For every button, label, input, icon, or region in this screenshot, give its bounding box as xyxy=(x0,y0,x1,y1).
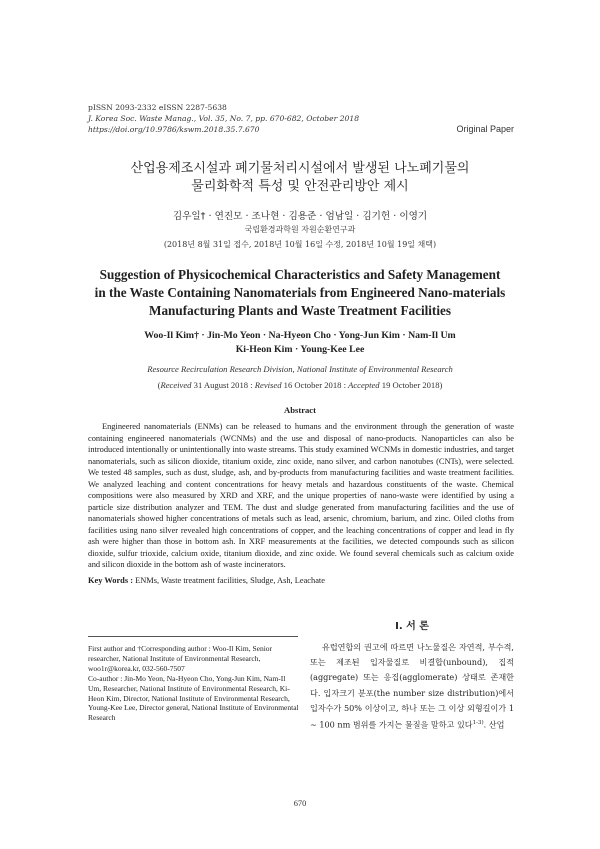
received-date: 31 August 2018 xyxy=(193,380,249,390)
reference-marker[interactable]: 1-3) xyxy=(472,720,484,727)
page-number: 670 xyxy=(293,799,307,808)
english-affiliation: Resource Recirculation Research Division, National Institute of Environmental Research xyxy=(147,364,453,374)
journal-citation: J. Korea Soc. Waste Manag., Vol. 35, No. 7, pp. 670-682, October 2018 xyxy=(88,114,360,123)
introduction-body: 유럽연합의 권고에 따르면 나노물질은 자연적, 부수적, 또는 제조된 입자물질로 비결합(unbound), 집적(aggregate) 또는 응집(agglomerate) 상태로 존재한다. 입자크기 분포(the number size distribution)에서 입자수가 50% 이상이고, 하나 또는 그 이상 외형길이가 1 ~ 100 nm 범위를 가지는 물질을 말하고 있다 xyxy=(310,642,514,730)
doi-link[interactable]: https://doi.org/10.9786/kswm.2018.35.7.670 xyxy=(88,125,260,134)
english-title xyxy=(60,266,540,320)
article-type: Original Paper xyxy=(456,124,514,134)
accepted-date: 19 October 2018 xyxy=(381,380,440,390)
korean-authors: 김우일† · 연진모 · 조나현 · 김용준 · 엄남일 · 김기헌 · 이영기 xyxy=(172,211,428,222)
english-title-line: Manufacturing Plants and Waste Treatment Facilities xyxy=(149,303,451,318)
english-authors xyxy=(60,329,540,357)
footnote-divider xyxy=(88,636,298,637)
korean-title xyxy=(0,160,600,196)
keywords-list: ENMs, Waste treatment facilities, Sludge, Ash, Leachate xyxy=(135,576,325,585)
corresponding-author-note: First author and †Corresponding author : Woo-Il Kim, Senior researcher, National Institute of Environmental Research, woo1r@korea.kr, 032-560-7507 xyxy=(88,644,273,673)
korean-dates: (2018년 8월 31일 접수, 2018년 10월 16일 수정, 2018년 10월 19일 채택) xyxy=(163,240,437,249)
english-authors-line: Woo-Il Kim† · Jin-Mo Yeon · Na-Hyeon Cho · Yong-Jun Kim · Nam-Il Um xyxy=(144,330,456,341)
section-heading: I. 서 론 xyxy=(395,621,429,632)
english-title-line: in the Waste Containing Nanomaterials from Engineered Nano-materials xyxy=(94,285,506,300)
revised-date: 16 October 2018 xyxy=(283,380,342,390)
abstract-heading: Abstract xyxy=(284,405,316,415)
issn: pISSN 2093-2332 eISSN 2287-5638 xyxy=(88,103,227,112)
keywords xyxy=(88,576,325,585)
coauthor-note: Co-author : Jin-Mo Yeon, Na-Hyeon Cho, Yong-Jun Kim, Nam-Il Um, Researcher, National Institute of Environmental Research, Ki-Heon Kim, Director, National Institute of Environmental Research, Young-Kee Lee, Director general, National Institute of Environmental Research xyxy=(88,673,299,723)
revised-label: Revised xyxy=(254,380,282,390)
abstract-text: Engineered nanomaterials (ENMs) can be released to humans and the environment through the generation of waste containing engineered nanomaterials (WCNMs) and the use and disposal of nano-products. Nanoparticles can also be introduced intentionally or unintentionally into waste streams. This study examined WCNMs in domestic industries, and target nanomaterials, such as silicon dioxide, titanium oxide, zinc oxide, nano silver, and carbon nanotubes (CNTs), were selected. We tested 48 samples, such as dust, sludge, ash, and by-products from manufacturing facilities and waste treatment facilities. We analyzed leaching and content concentrations for heavy metals and hazardous constituents of the waste. Chemical compositions were also measured by XRD and XRF, and the unique properties of nano-waste were identified by using a particle size distribution analyzer and TEM. The dust and sludge generated from manufacturing facilities and the use of nanomaterials showed higher concentrations of metals such as lead, arsenic, chromium, barium, and zinc. Oiled cloths from facilities using nano silver revealed high concentrations of copper, and the leaching concentrations of copper and lead in fly ash were higher than those in bottom ash. In XRF measurements at the facilities, we detected compounds such as silicon dioxide, sulfur trioxide, calcium oxide, titanium dioxide, and zinc oxide. We found several chemicals such as calcium oxide and silicon dioxide in the bottom ash of waste incinerators. xyxy=(88,422,514,569)
accepted-label: Accepted xyxy=(348,380,380,390)
english-authors-line: Ki-Heon Kim · Young-Kee Lee xyxy=(235,344,365,355)
english-title-line: Suggestion of Physicochemical Characteristics and Safety Management xyxy=(99,267,501,282)
korean-title-line: 물리화학적 특성 및 안전관리방안 제시 xyxy=(191,179,409,194)
journal-header xyxy=(88,102,359,135)
author-footnote xyxy=(88,644,300,723)
keywords-label: Key Words : xyxy=(88,576,133,585)
korean-title-line: 산업용제조시설과 폐기물처리시설에서 발생된 나노폐기물의 xyxy=(130,161,470,176)
english-dates: (Received 31 August 2018 : Revised 16 October 2018 : Accepted 19 October 2018) xyxy=(157,380,443,390)
introduction-continuation: . 산업 xyxy=(483,719,505,730)
korean-affiliation: 국립환경과학원 자원순환연구과 xyxy=(244,225,356,234)
introduction-text xyxy=(310,640,514,733)
received-label: Received xyxy=(160,380,192,390)
